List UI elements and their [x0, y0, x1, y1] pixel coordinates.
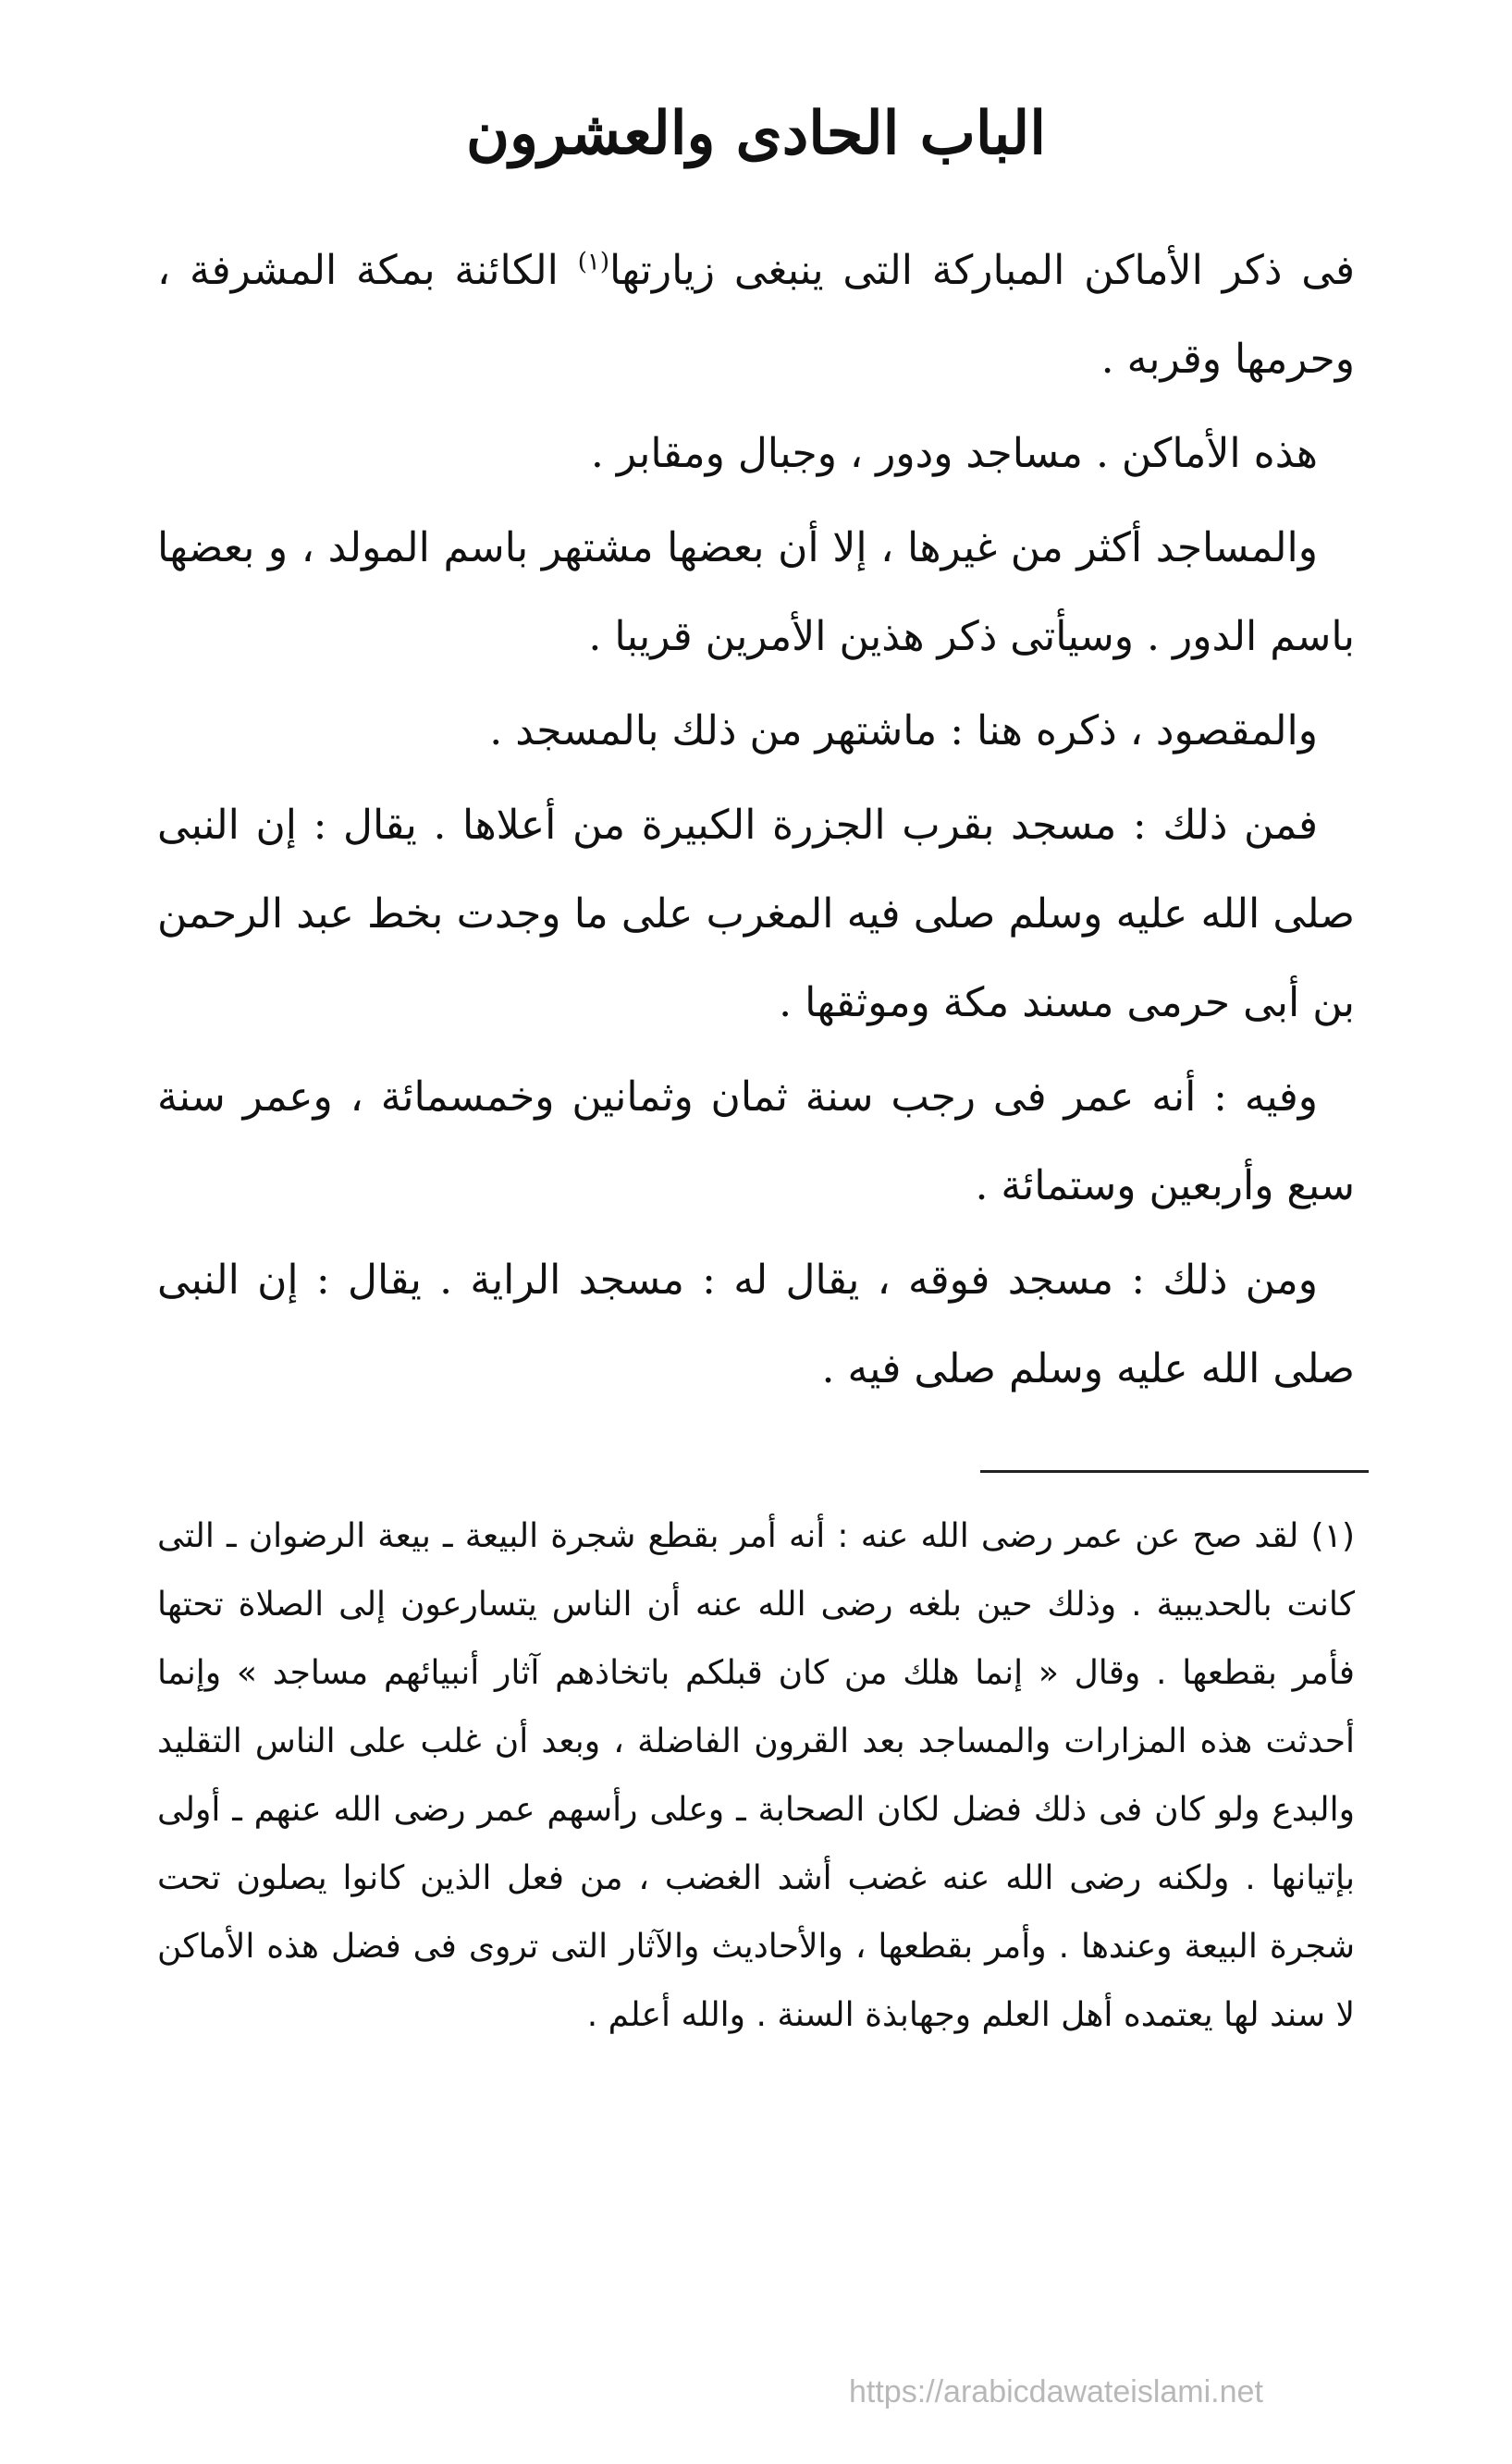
- paragraph-intro: [157, 227, 1355, 404]
- footnote-divider: [980, 1470, 1369, 1473]
- paragraph-intro-rest: الكائنة بمكة المشرفة ، وحرمها وقربه .: [157, 247, 1355, 383]
- paragraph-mosques: والمساجد أكثر من غيرها ، إلا أن بعضها مشتهر باسم المولد ، و بعضها باسم الدور . وسيأتى ذكر هذين الأمرين قريبا .: [157, 524, 1355, 660]
- paragraph-purpose: والمقصود ، ذكره هنا : ماشتهر من ذلك بالمسجد .: [489, 707, 1318, 754]
- footnote-marker[interactable]: (١): [577, 248, 609, 276]
- paragraph-construction-dates: وفيه : أنه عمر فى رجب سنة ثمان وثمانين وخمسمائة ، وعمر سنة سبع وأربعين وستمائة .: [157, 1073, 1355, 1209]
- paragraph-first-mosque: فمن ذلك : مسجد بقرب الجزرة الكبيرة من أعلاها . يقال : إن النبى صلى الله عليه وسلم صلى فيه المغرب على ما وجدت بخط عبد الرحمن بن أبى حرمى مسند مكة وموثقها .: [157, 802, 1355, 1026]
- watermark-url[interactable]: https://arabicdawateislami.net: [849, 2374, 1263, 2409]
- paragraph-intro-lead: فى ذكر الأماكن المباركة التى ينبغى زيارتها: [608, 247, 1355, 294]
- chapter-title: الباب الحادى والعشرون: [466, 99, 1046, 168]
- paragraph-places: هذه الأماكن . مساجد ودور ، وجبال ومقابر .: [590, 430, 1318, 477]
- paragraph-flag-mosque: ومن ذلك : مسجد فوقه ، يقال له : مسجد الراية . يقال : إن النبى صلى الله عليه وسلم صلى فيه .: [157, 1257, 1355, 1392]
- footnote: (١) لقد صح عن عمر رضى الله عنه : أنه أمر بقطع شجرة البيعة ـ بيعة الرضوان ـ التى كانت بالحديبية . وذلك حين بلغه رضى الله عنه أن الناس يتسارعون إلى الصلاة تحتها فأمر بقطعها . وقال « إنما هلك من كان قبلكم باتخاذهم آثار أنبيائهم مساجد » وإنما أحدثت هذه المزارات والمساجد بعد القرون الفاضلة ، وبعد أن غلب على الناس التقليد والبدع ولو كان فى ذلك فضل لكان الصحابة ـ وعلى رأسهم عمر رضى الله عنهم ـ أولى بإتيانها . ولكنه رضى الله عنه غضب أشد الغضب ، من فعل الذين كانوا يصلون تحت شجرة البيعة وعندها . وأمر بقطعها ، والأحاديث والآثار التى تروى فى فضل هذه الأماكن لا سند لها يعتمده أهل العلم وجهابذة السنة . والله أعلم .: [157, 1517, 1355, 2034]
- main-text-body: [157, 227, 1355, 1419]
